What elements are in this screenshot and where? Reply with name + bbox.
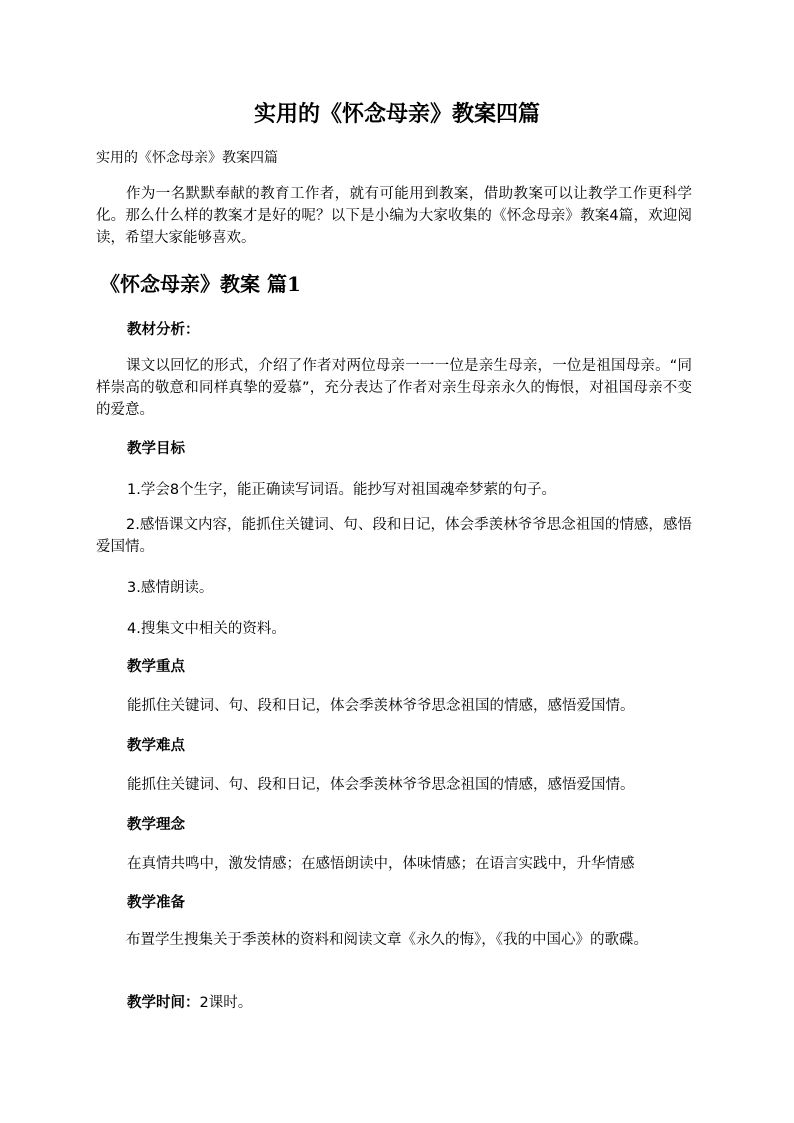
difficulty-heading: 教学难点 — [127, 738, 185, 754]
goal-item-2: 2.感悟课文内容，能抓住关键词、句、段和日记，体会季羡林爷爷思念祖国的情感，感悟爱国情。 — [96, 517, 692, 555]
prep-heading: 教学准备 — [127, 895, 185, 911]
goal-item-1: 1.学会8个生字，能正确读写词语。能抄写对祖国魂牵梦萦的句子。 — [127, 482, 557, 498]
material-paragraph: 课文以回忆的形式，介绍了作者对两位母亲一一一位是亲生母亲，一位是祖国母亲。“同样崇高的敬意和同样真挚的爱慕”，充分表达了作者对亲生母亲永久的悔恨，对祖国母亲不变的爱意。 — [96, 358, 692, 418]
concept-heading: 教学理念 — [127, 817, 185, 833]
difficulty-text: 能抓住关键词、句、段和日记，体会季羡林爷爷思念祖国的情感，感悟爱国情。 — [127, 777, 635, 793]
goals-heading: 教学目标 — [127, 441, 185, 457]
time-line — [127, 991, 252, 1012]
document-title: 实用的《怀念母亲》教案四篇 — [253, 101, 540, 127]
time-value: 2课时。 — [199, 995, 253, 1011]
prep-paragraph: 布置学生搜集关于季羡林的资料和阅读文章《永久的悔》，《我的中国心》的歌碟。 — [126, 932, 648, 948]
goal-item-4: 4.搜集文中相关的资料。 — [127, 621, 286, 637]
focus-text: 能抓住关键词、句、段和日记，体会季羡林爷爷思念祖国的情感，感悟爱国情。 — [127, 698, 635, 714]
focus-heading: 教学重点 — [127, 659, 185, 675]
intro-paragraph: 作为一名默默奉献的教育工作者，就有可能用到教案，借助教案可以让教学工作更科学化。那么什么样的教案才是好的呢？以下是小编为大家收集的《怀念母亲》教案4篇，欢迎阅读，希望大家能够喜欢。 — [96, 186, 692, 246]
time-label: 教学时间： — [127, 995, 200, 1011]
section-heading: 《怀念母亲》教案 篇1 — [100, 272, 301, 296]
material-heading: 教材分析： — [127, 322, 200, 338]
document-subtitle: 实用的《怀念母亲》教案四篇 — [96, 150, 278, 166]
goal-item-3: 3.感情朗读。 — [127, 580, 214, 596]
concept-text: 在真情共鸣中，激发情感；在感悟朗读中，体味情感；在语言实践中，升华情感 — [127, 856, 635, 872]
